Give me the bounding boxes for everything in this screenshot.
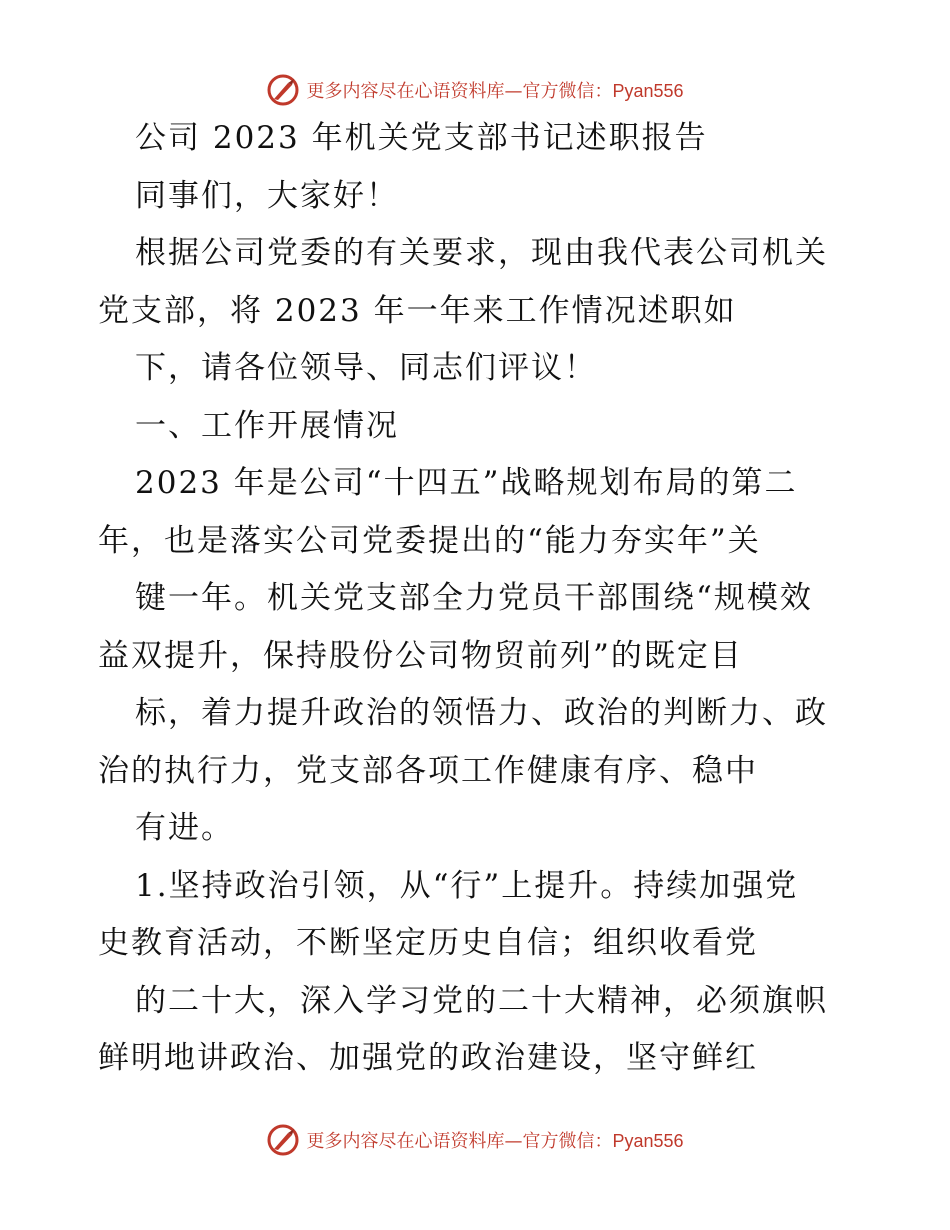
text-line: 鲜明地讲政治、加强党的政治建设，坚守鲜红	[98, 1040, 758, 1076]
quill-seal-icon	[266, 1123, 300, 1157]
text-line: 1.坚持政治引领，从“行”上提升。持续加强党	[135, 868, 799, 904]
text-line: 益双提升，保持股份公司物贸前列”的既定目	[98, 638, 743, 674]
document-title: 公司 2023 年机关党支部书记述职报告	[135, 120, 708, 156]
text-line: 2023 年是公司“十四五”战略规划布局的第二	[135, 465, 798, 501]
text-line: 一、工作开展情况	[135, 408, 399, 444]
text-line: 有进。	[135, 810, 234, 846]
text-line: 根据公司党委的有关要求，现由我代表公司机关	[135, 235, 828, 271]
quill-seal-icon	[266, 73, 300, 107]
text-line: 下，请各位领导、同志们评议！	[135, 350, 597, 386]
footer-watermark	[0, 1120, 950, 1160]
text-line: 党支部，将 2023 年一年来工作情况述职如	[98, 293, 737, 329]
header-watermark	[0, 70, 950, 110]
text-line: 的二十大，深入学习党的二十大精神，必须旗帜	[135, 983, 828, 1019]
watermark-text: 更多内容尽在心语资料库—官方微信：Pyan556	[306, 1131, 684, 1152]
text-line: 标，着力提升政治的领悟力、政治的判断力、政	[135, 695, 828, 731]
text-line: 治的执行力，党支部各项工作健康有序、稳中	[98, 753, 758, 789]
text-line: 史教育活动，不断坚定历史自信；组织收看党	[98, 925, 758, 961]
watermark-text: 更多内容尽在心语资料库—官方微信：Pyan556	[306, 81, 684, 102]
text-line: 同事们，大家好！	[135, 178, 399, 214]
text-line: 键一年。机关党支部全力党员干部围绕“规模效	[135, 580, 813, 616]
text-line: 年，也是落实公司党委提出的“能力夯实年”关	[98, 523, 761, 559]
